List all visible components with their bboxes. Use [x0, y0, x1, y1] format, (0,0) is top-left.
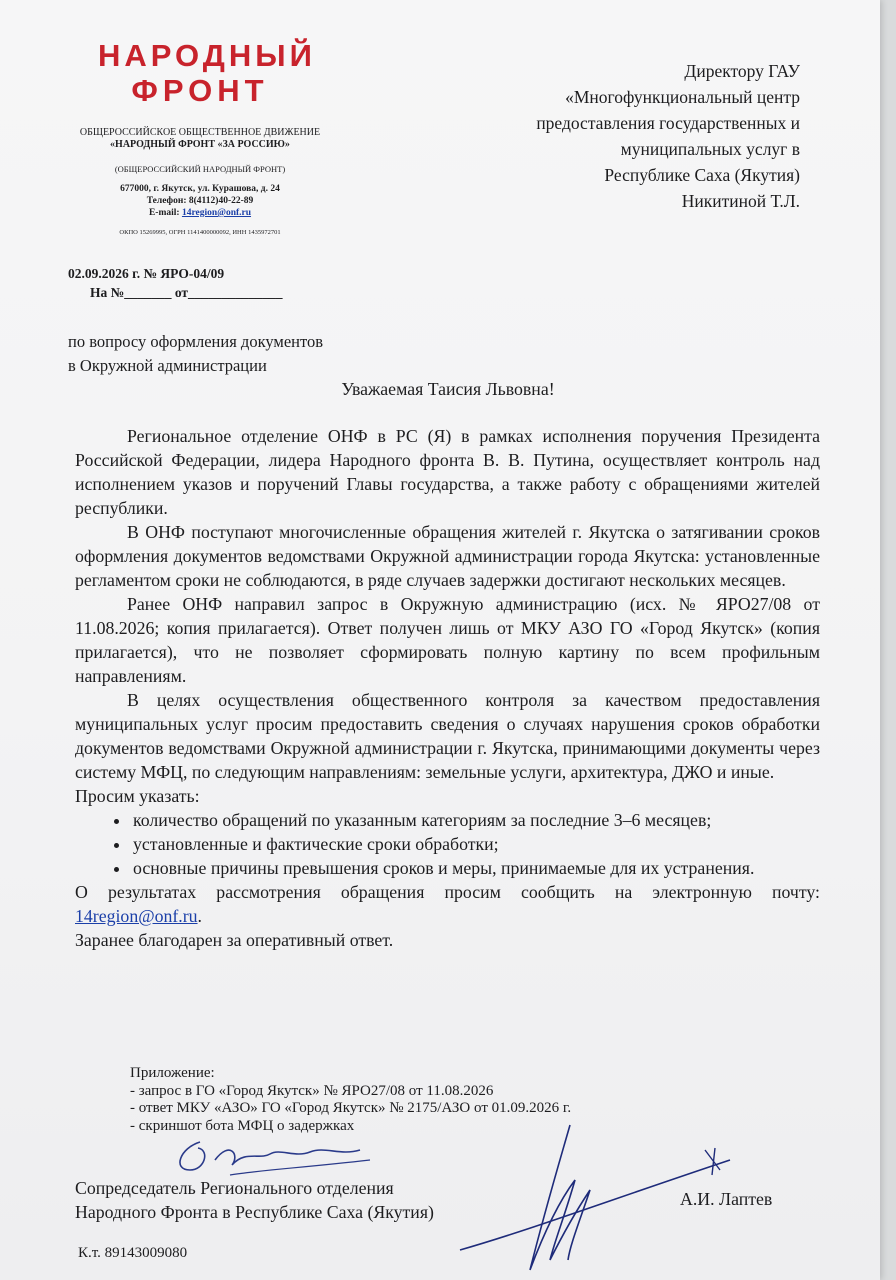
org-codes: ОКПО 15269995, ОГРН 1141400000092, ИНН 1435972701 [119, 229, 281, 236]
org-name-line-2: «НАРОДНЫЙ ФРОНТ «ЗА РОССИЮ» [110, 139, 290, 150]
reply-text: О результатах рассмотрения обращения просим сообщить на электронную почту: [75, 882, 820, 902]
org-email-link[interactable]: 14region@onf.ru [181, 208, 252, 218]
addressee-line: Никитиной Т.Л. [681, 191, 800, 211]
appendix-item: - запрос в ГО «Город Якутск» № ЯРО27/08 от 11.08.2026 [130, 1082, 494, 1099]
body-paragraph-1: Региональное отделение ОНФ в РС (Я) в рамках исполнения поручения Президента Российской Федерации, лидера Народного фронта В. В. Путина, осуществляет контроль над исполнением указов и поручений Главы государства, а также работу с обращениями жителей республики. [75, 426, 820, 518]
org-phone: Телефон: 8(4112)40-22-89 [146, 196, 254, 206]
org-short-name: (ОБЩЕРОССИЙСКИЙ НАРОДНЫЙ ФРОНТ) [114, 164, 286, 174]
subject-line: по вопросу оформления документов [68, 332, 324, 351]
handwritten-signature-right [450, 1120, 740, 1280]
request-intro: Просим указать: [75, 786, 200, 806]
request-list-item: • количество обращений по указанным категориям за последние 3–6 месяцев; [131, 808, 820, 832]
appendix-item: - ответ МКУ «АЗО» ГО «Город Якутск» № 2175/АЗО от 01.09.2026 г. [130, 1100, 572, 1116]
appendix-item: - скриншот бота МФЦ о задержках [130, 1117, 355, 1134]
org-address: 677000, г. Якутск, ул. Курашова, д. 24 [120, 184, 280, 194]
thanks-line: Заранее благодарен за оперативный ответ. [75, 930, 394, 950]
body-paragraph-4: В целях осуществления общественного контроля за качеством предоставления муниципальных услуг просим предоставить сведения о случаях нарушения сроков обработки документов ведомствами Окружной администрации г. Якутска, принимающими документы через систему МФЦ, по следующим направлениям: земельные услуги, архитектура, ДЖО и иные. [75, 690, 820, 782]
addressee-line: предоставления государственных и [536, 113, 800, 133]
body-paragraph-3: Ранее ОНФ направил запрос в Окружную администрацию (исх. № ЯРО27/08 от 11.08.2026; копия прилагается). Ответ получен лишь от МКУ АЗО ГО «Город Якутск» (копия прилагается), что не позволяет сформировать полную картину по всем профильным направлениям. [75, 594, 820, 686]
appendix-title: Приложение: [130, 1065, 215, 1081]
org-email [100, 207, 300, 219]
org-email-label: E-mail: [148, 208, 182, 218]
reply-dot: . [197, 906, 202, 926]
reply-email-link[interactable]: 14region@onf.ru [75, 906, 198, 926]
subject-line: в Окружной администрации [68, 356, 267, 375]
logo-line-2: ФРОНТ [131, 73, 269, 108]
addressee-line: «Многофункциональный центр [565, 87, 800, 107]
org-name-line-1: ОБЩЕРОССИЙСКОЕ ОБЩЕСТВЕННОЕ ДВИЖЕНИЕ [79, 127, 321, 138]
request-list-item: • установленные и фактические сроки обработки; [131, 832, 820, 856]
addressee-line: Республике Саха (Якутия) [604, 165, 800, 185]
signatory-name: А.И. Лаптев [680, 1189, 773, 1209]
signatory-position-line: Народного Фронта в Республике Саха (Якутия) [75, 1202, 434, 1222]
salutation: Уважаемая Таисия Львовна! [341, 379, 555, 399]
request-list [75, 808, 820, 880]
logo-line-1: НАРОДНЫЙ [98, 38, 316, 73]
request-list-item: • основные причины превышения сроков и меры, принимаемые для их устранения. [131, 856, 820, 880]
addressee-line: Директору ГАУ [684, 61, 800, 81]
handwritten-signature-left [170, 1130, 390, 1220]
outgoing-number: 02.09.2026 г. № ЯРО-04/09 [68, 266, 225, 281]
addressee-line: муниципальных услуг в [620, 139, 800, 159]
addressee-block [470, 58, 800, 214]
reply-instruction [75, 880, 820, 928]
signatory-position-line: Сопредседатель Регионального отделения [75, 1178, 394, 1198]
letter-body [75, 424, 820, 952]
contact-phone: К.т. 89143009080 [78, 1245, 188, 1261]
body-paragraph-2: В ОНФ поступают многочисленные обращения жителей г. Якутска о затягивании сроков оформления документов ведомствами Окружной администрации города Якутска: установленные регламентом сроки не соблюдаются, в ряде случаев задержки достигают нескольких месяцев. [75, 522, 820, 590]
subject-block [68, 330, 323, 378]
incoming-reference: На №_______ от______________ [90, 285, 283, 300]
